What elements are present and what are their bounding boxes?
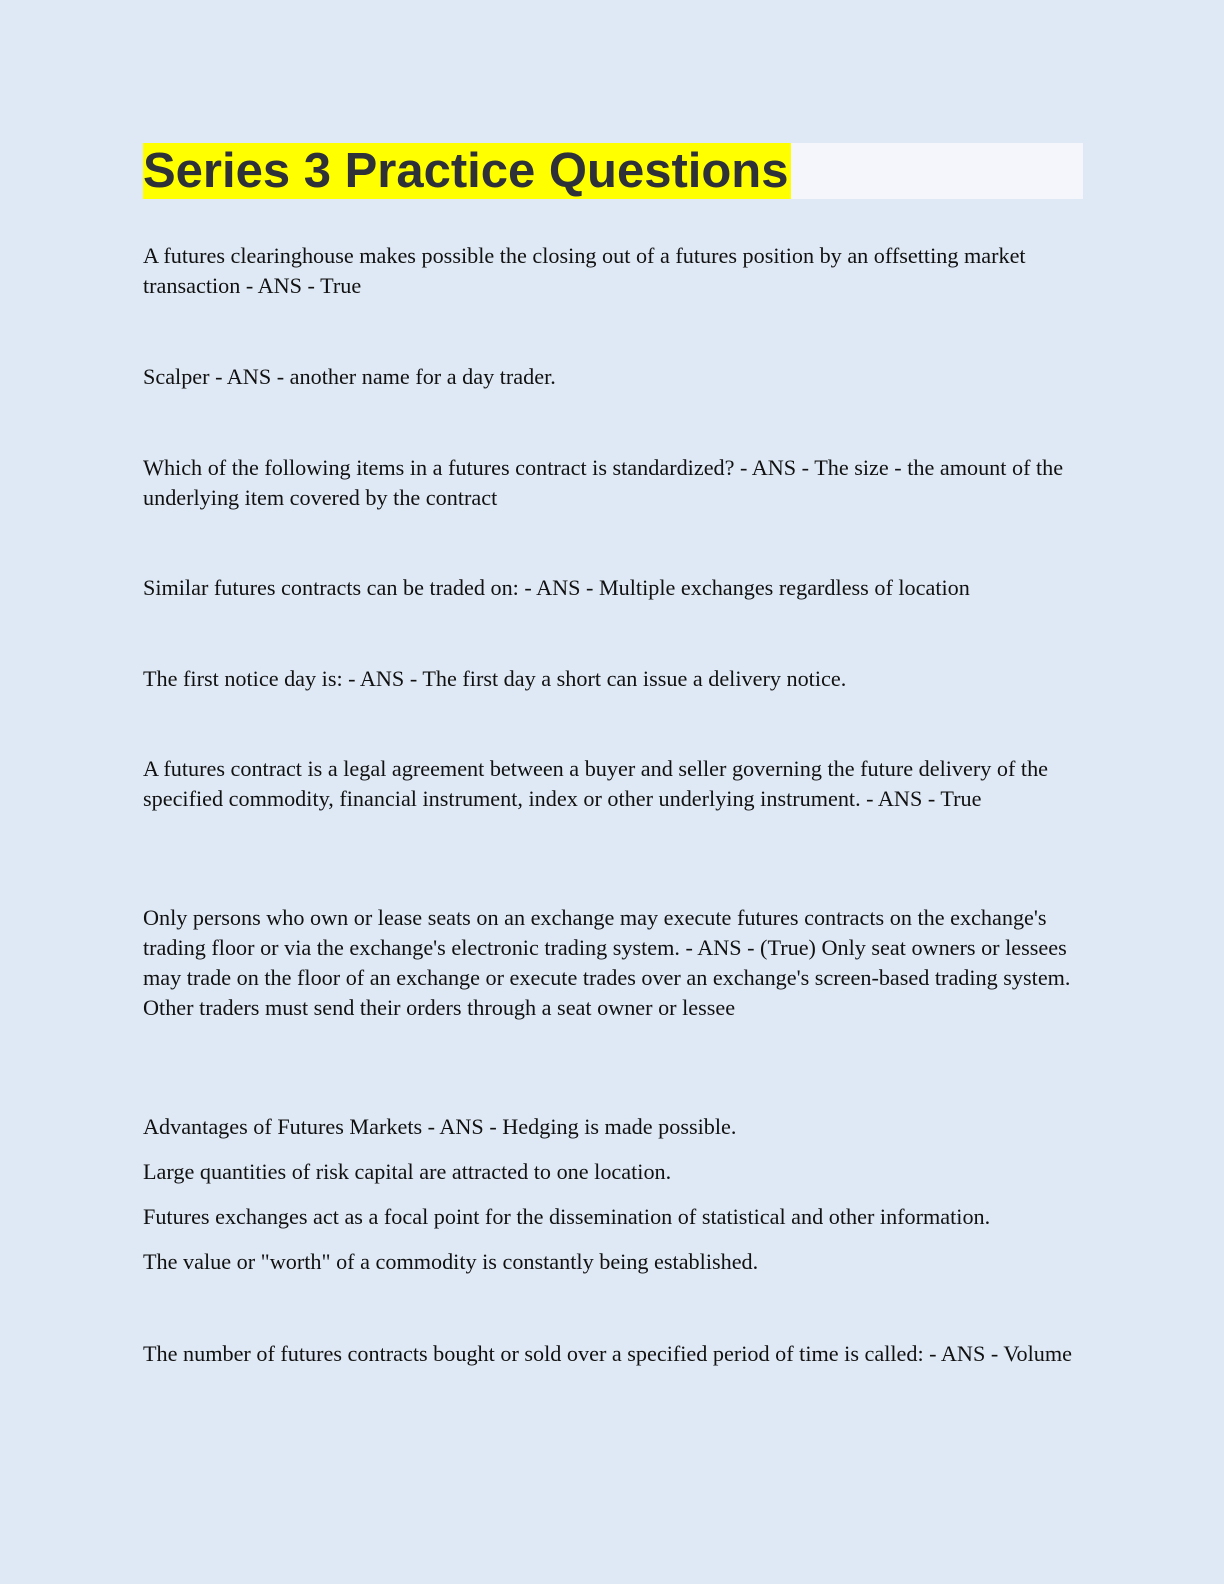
advantages-line: Futures exchanges act as a focal point for the dissemination of statistical and other information. [143, 1204, 991, 1229]
qa-entry-2 [143, 362, 1087, 392]
qa-entry-advantages [143, 1112, 1087, 1277]
qa-entry-7 [143, 903, 1087, 1023]
qa-entry-6 [143, 754, 1087, 814]
qa-text: Similar futures contracts can be traded on: - ANS - Multiple exchanges regardless of location [143, 575, 970, 600]
document-title: Series 3 Practice Questions [143, 144, 789, 198]
qa-entry-1 [143, 241, 1087, 301]
qa-text: Scalper - ANS - another name for a day trader. [143, 364, 556, 389]
qa-text: Only persons who own or lease seats on an exchange may execute futures contracts on the exchange's trading floor or via the exchange's electronic trading system. - ANS - (True) Only seat owners or lessees may trade on the floor of an exchange or execute trades over an exchange's screen-based trading system. Other traders must send their orders through a seat owner or lessee [143, 905, 1071, 1020]
qa-entry-3 [143, 453, 1087, 513]
qa-entry-5 [143, 664, 1087, 694]
qa-text: A futures contract is a legal agreement between a buyer and seller governing the future delivery of the specified commodity, financial instrument, index or other underlying instrument. - ANS - True [143, 756, 1049, 811]
qa-text: The first notice day is: - ANS - The first day a short can issue a delivery notice. [143, 666, 847, 691]
qa-text: Which of the following items in a futures contract is standardized? - ANS - The size - the amount of the underlying item covered by the contract [143, 455, 1064, 510]
advantages-line: Advantages of Futures Markets - ANS - Hedging is made possible. [143, 1114, 737, 1139]
qa-text: A futures clearinghouse makes possible the closing out of a futures position by an offsetting market transaction - ANS - True [143, 243, 1026, 298]
advantages-line: The value or "worth" of a commodity is constantly being established. [143, 1249, 759, 1274]
qa-entry-volume [143, 1339, 1087, 1369]
qa-text: The number of futures contracts bought or sold over a specified period of time is called: - ANS - Volume [143, 1341, 1072, 1366]
qa-entry-4 [143, 573, 1087, 603]
advantages-line: Large quantities of risk capital are attracted to one location. [143, 1159, 672, 1184]
